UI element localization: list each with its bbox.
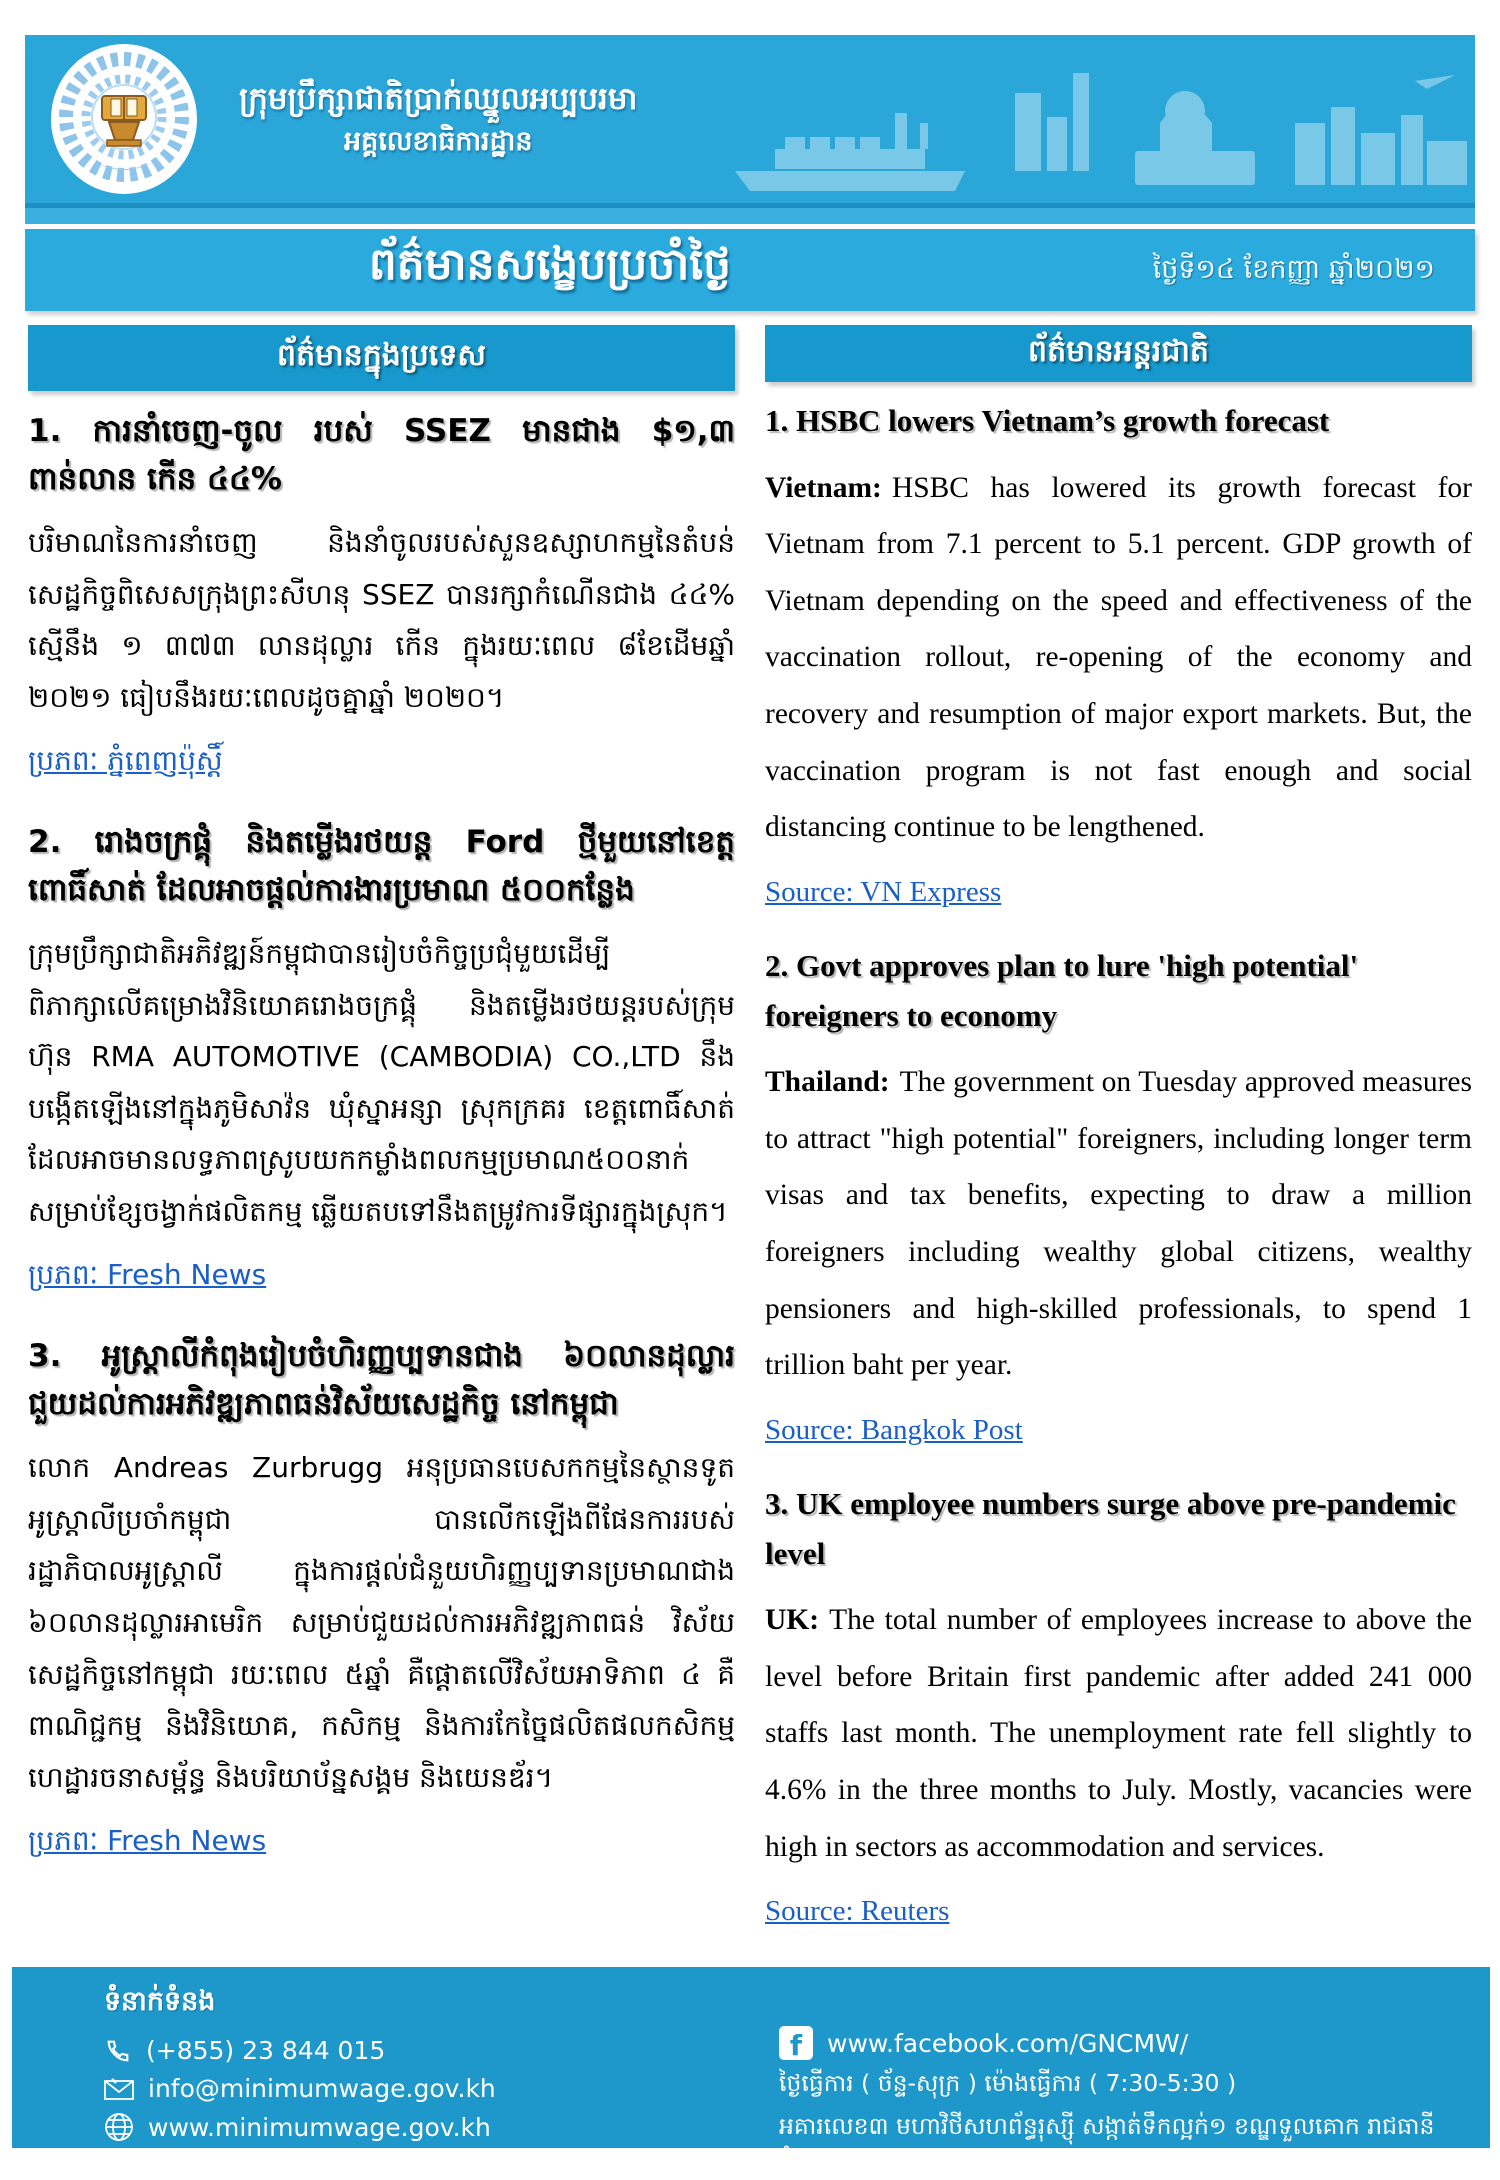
article-lead: Thailand: [765,1066,890,1099]
org-logo [49,44,199,194]
source-link-phnom-penh-post[interactable]: ប្រភពៈ ភ្នំពេញប៉ុស្ដិ៍ [28,744,223,778]
article-body [765,460,1472,856]
footer-social-block [751,1967,1490,2174]
header-divider-strip [25,208,1475,224]
article-lead: UK: [765,1604,820,1637]
article-text: HSBC has lowered its growth forecast for Vietnam from 7.1 percent to 5.1 percent. GDP growth of Vietnam depending on the speed and effectiveness of the vaccination rollout, re-opening of the economy and recovery and resumption of major export markets. But, the vaccination program is not fast enough and social distancing continue to be lengthened. [765,471,1472,844]
source-link-fresh-news[interactable]: ប្រភពៈ Fresh News [28,1258,267,1292]
article-heading: 1. HSBC lowers Vietnam’s growth forecast [765,403,1330,438]
article-body [765,1592,1472,1875]
domestic-article-2 [28,818,735,1316]
article-body: បរិមាណនៃការនាំចេញ និងនាំចូលរបស់សួនឧស្សាហកម្មនៃតំបន់សេដ្ឋកិច្ចពិសេសក្រុងព្រះសីហនុ SSEZ បានរក្សាកំណើនជាង ៤៤% ស្មើនឹង ១ ៣៧៣ លានដុល្លារ កើន ក្នុងរយៈពេល ៨ខែដើមឆ្នាំ ២០២១ ធៀបនឹងរយៈពេលដូចគ្នាឆ្នាំ ២០២០។ [28,526,735,714]
page-footer [12,1967,1490,2174]
domestic-section-header: ព័ត៌មានក្នុងប្រទេស [28,325,735,391]
office-address: អគារលេខ៣ មហាវិថីសហព័ន្ធរុស្ស៊ី សង្កាត់ទឹកល្អក់១ ខណ្ឌទួលគោក រាជធានីភ្នំពេញ [779,2112,1435,2174]
international-section-header: ព័ត៌មានអន្តរជាតិ [765,325,1472,382]
article-body [765,1054,1472,1394]
facebook-row [779,2026,1490,2060]
facebook-url: www.facebook.com/GNCMW/ [827,2028,1189,2058]
content-area [0,311,1500,1946]
website-row [104,2112,751,2142]
article-heading: 3. អូស្ត្រាលីកំពុងរៀបចំហិរញ្ញប្បទានជាង ៦០លានដុល្លារ ជួយដល់ការអភិវឌ្ឍភាពធន់វិស័យសេដ្ឋកិច្ច នៅកម្ពុជា [28,1338,735,1423]
international-news-column [765,325,1472,1946]
international-article-2 [765,941,1472,1465]
article-heading: 2. រោងចក្រផ្គុំ និងតម្លើងរថយន្ត Ford ថ្មីមួយនៅខេត្តពោធិ៍សាត់ ដែលអាចផ្ដល់ការងារប្រមាណ ៥០០កន្លែង [28,824,735,909]
mail-icon [104,2077,134,2101]
org-name-line2: អគ្គលេខាធិការដ្ឋាន [343,126,533,157]
international-article-1 [765,396,1472,927]
source-link-bangkok-post[interactable]: Source: Bangkok Post [765,1413,1023,1446]
domestic-news-column [28,325,735,1946]
working-hours: ថ្ងៃធ្វើការ ( ច័ន្ទ-សុក្រ ) ម៉ោងធ្វើការ ( 7:30-5:30 ) [779,2069,1237,2097]
contact-title: ទំនាក់ទំនង [104,1986,216,2017]
footer-contact-block [12,1967,751,2148]
article-body: លោក Andreas Zurbrugg អនុប្រធានបេសកកម្មនៃស្ថានទូតអូស្ត្រាលីប្រចាំកម្ពុជា បានលើកឡើងពីផែនការរបស់រដ្ឋាភិបាលអូស្ត្រាលី ក្នុងការផ្ដល់ជំនួយហិរញ្ញប្បទានប្រមាណជាង ៦០លានដុល្លារអាមេរិក សម្រាប់ជួយដល់ការអភិវឌ្ឍភាពធន់ វិស័យសេដ្ឋកិច្ចនៅកម្ពុជា រយៈពេល ៥ឆ្នាំ គឺផ្ដោតលើវិស័យអាទិភាព ៤ គឺ ពាណិជ្ជកម្ម និងវិនិយោគ, កសិកម្ម និងការកែច្នៃផលិតផលកសិកម្ម ហេដ្ឋារចនាសម្ព័ន្ធ និងបរិយាប័ន្នសង្គម និងយេនឌ័រ។ [28,1451,735,1794]
org-name-line1: ក្រុមប្រឹក្សាជាតិប្រាក់ឈ្នួលអប្បបរមា [239,80,638,117]
domestic-article-1 [28,407,735,802]
article-body: ក្រុមប្រឹក្សាជាតិអភិវឌ្ឍន៍កម្ពុជាបានរៀបចំកិច្ចប្រជុំមួយដើម្បីពិភាក្សាលើគម្រោងវិនិយោគរោងចក្រផ្គុំ និងតម្លើងរថយន្តរបស់ក្រុមហ៊ុន RMA AUTOMOTIVE (CAMBODIA) CO.,LTD នឹងបង្កើតឡើងនៅក្នុងភូមិសាវ៉ន ឃុំស្នាអន្សា ស្រុកក្រគរ ខេត្តពោធិ៍សាត់ ដែលអាចមានលទ្ធភាពស្រូបយកកម្លាំងពលកម្មប្រមាណ៥០០នាក់ សម្រាប់ខ្សែចង្វាក់ផលិតកម្ម ឆ្លើយតបទៅនឹងតម្រូវការទីផ្សារក្នុងស្រុក។ [28,937,735,1228]
website-url: www.minimumwage.gov.kh [148,2112,491,2142]
page-header [25,35,1475,208]
header-illustration [715,53,1475,203]
article-heading: 1. ការនាំចេញ-ចូល របស់ SSEZ មានជាង $១,៣ ពាន់លាន កើន ៤៤% [28,413,735,498]
article-text: The government on Tuesday approved measures to attract "high potential" foreigners, including longer term visas and tax benefits, expecting to draw a million foreigners including wealthy global citizens, wealthy pensioners and high-skilled professionals, to spend 1 trillion baht per year. [765,1066,1472,1382]
domestic-article-3 [28,1332,735,1882]
article-text: The total number of employees increase to above the level before Britain first pandemic after added 241 000 staffs last month. The unemployment rate fell slightly to 4.6% in the three months to July. Mostly, vacancies were high in sectors as accommodation and services. [765,1604,1472,1863]
source-link-reuters[interactable]: Source: Reuters [765,1895,950,1928]
international-article-3 [765,1479,1472,1946]
email-address: info@minimumwage.gov.kh [148,2074,496,2103]
page-title: ព័ត៌មានសង្ខេបប្រចាំថ្ងៃ [368,239,732,290]
article-heading: 3. UK employee numbers surge above pre-pandemic level [765,1485,1456,1571]
org-names [239,76,637,163]
title-bar [25,229,1475,311]
phone-row [104,2036,751,2065]
facebook-icon [779,2026,813,2060]
issue-date: ថ្ងៃទី១៤ ខែកញ្ញា ឆ្នាំ២០២១ [1152,254,1435,285]
globe-icon [104,2112,134,2142]
working-hours-row [779,2069,1490,2103]
phone-number: (+855) 23 844 015 [146,2036,386,2065]
phone-icon [104,2037,132,2065]
email-row [104,2074,751,2103]
source-link-fresh-news[interactable]: ប្រភពៈ Fresh News [28,1824,267,1858]
address-row [779,2112,1490,2180]
source-link-vn-express[interactable]: Source: VN Express [765,875,1002,908]
article-heading: 2. Govt approves plan to lure 'high potential' foreigners to economy [765,947,1359,1033]
article-lead: Vietnam: [765,471,882,504]
